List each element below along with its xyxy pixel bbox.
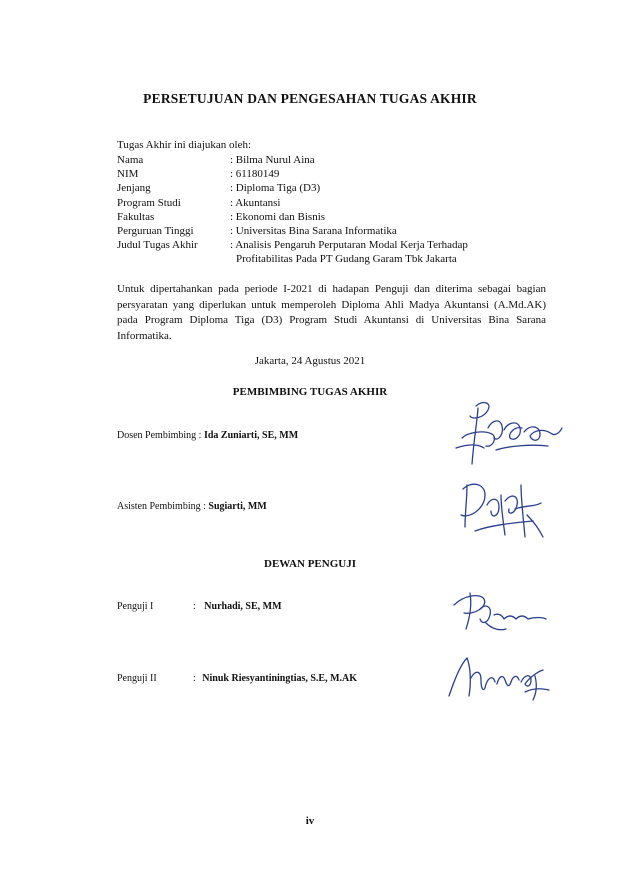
info-value: : Ekonomi dan Bisnis	[230, 210, 326, 223]
info-value: : 61180149	[230, 168, 280, 181]
penguji1-signature-icon	[450, 585, 550, 635]
info-row-perguruan-tinggi	[117, 224, 530, 238]
page-number: iv	[305, 815, 315, 827]
info-label: NIM	[117, 168, 139, 181]
approval-paragraph: Untuk dipertahankan pada periode I-2021 di hadapan Penguji dan diterima sebagai bagian persyaratan yang diperlukan untuk memperoleh Diploma Ahli Madya Akuntansi (A.Md.AK) pada Program Diploma Tiga (D3) Program Studi Akuntansi di Universitas Bina Sarana Informatika.	[117, 283, 546, 342]
intro-text: Tugas Akhir ini diajukan oleh:	[117, 139, 252, 151]
info-value: : Akuntansi	[230, 196, 281, 209]
dosen-pembimbing-row	[117, 430, 298, 441]
info-row-program-studi	[117, 196, 530, 210]
info-row-judul	[117, 238, 530, 252]
student-info	[117, 153, 530, 267]
asisten-signature-icon	[455, 475, 550, 545]
info-label: Jenjang	[117, 182, 151, 195]
asisten-separator: :	[200, 501, 209, 512]
info-value: : Diploma Tiga (D3)	[230, 182, 321, 195]
penguji2-label: Penguji II	[117, 673, 157, 684]
info-judul-continuation: Profitabilitas Pada PT Gudang Garam Tbk Jakarta	[236, 253, 457, 266]
dosen-label: Dosen Pembimbing	[117, 430, 197, 441]
info-value: : Universitas Bina Sarana Informatika	[230, 224, 397, 237]
approval-date: Jakarta, 24 Agustus 2021	[254, 355, 366, 367]
info-label: Judul Tugas Akhir	[117, 239, 198, 252]
penguji1-separator: :	[193, 601, 196, 612]
penguji1-name: Nurhadi, SE, MM	[204, 601, 282, 612]
info-label: Fakultas	[117, 210, 155, 223]
pembimbing-heading: PEMBIMBING TUGAS AKHIR	[232, 386, 388, 398]
penguji2-name: Ninuk Riesyantiningtias, S.E, M.AK	[202, 673, 358, 684]
dosen-signature-icon	[448, 398, 573, 470]
asisten-label: Asisten Pembimbing	[117, 501, 201, 512]
info-row-fakultas	[117, 210, 530, 224]
info-value: : Analisis Pengaruh Perputaran Modal Kerja Terhadap	[230, 239, 468, 252]
penguji2-separator: :	[193, 673, 196, 684]
info-row-nama	[117, 153, 530, 167]
dosen-separator: :	[196, 430, 204, 441]
info-label: Nama	[117, 154, 144, 166]
penguji1-row	[117, 601, 282, 612]
info-value: : Bilma Nurul Aina	[230, 154, 315, 166]
info-label: Program Studi	[117, 196, 181, 209]
asisten-pembimbing-row	[117, 501, 267, 512]
info-row-nim	[117, 167, 530, 181]
info-row-jenjang	[117, 181, 530, 195]
penguji-heading: DEWAN PENGUJI	[264, 558, 356, 570]
asisten-name: Sugiarti, MM	[208, 501, 267, 512]
dosen-name: Ida Zuniarti, SE, MM	[203, 430, 299, 441]
penguji1-label: Penguji I	[117, 601, 154, 612]
penguji2-signature-icon	[445, 648, 555, 704]
penguji2-row	[117, 673, 357, 684]
page-title: PERSETUJUAN DAN PENGESAHAN TUGAS AKHIR	[143, 91, 477, 106]
info-label: Perguruan Tinggi	[117, 224, 194, 237]
